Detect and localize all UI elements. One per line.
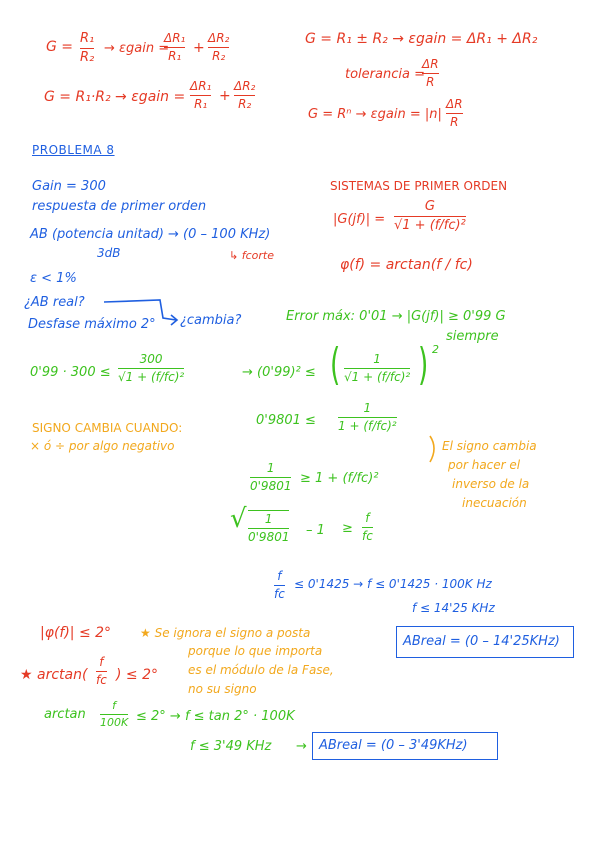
line3-rhs: ≥ 1 + (f/fc)² [300,471,379,486]
phase-note-2: porque lo que importa [188,644,323,658]
denominator: R₂ [238,96,252,111]
arctan2-rhs: ≤ 2° → f ≤ tan 2° · 100K [136,709,295,724]
denominator: √1 + (f/fc)² [394,217,466,233]
inverse-note-1: El signo cambia [442,439,537,453]
inverse-note-4: inecuación [462,496,527,510]
denominator: fc [274,586,285,601]
sqrt-icon: √ [230,504,247,534]
db-label: 3dB [97,246,121,260]
phase-note-4: no su signo [188,682,257,696]
numerator: 300 [139,352,163,366]
denominator: R₂ [212,48,226,63]
line5-rhs: ≤ 0'1425 → f ≤ 0'1425 · 100K Hz [294,577,492,591]
egain-label: → εgain = [104,41,170,56]
line1-square: 2 [432,343,439,356]
numerator: 1 [373,352,381,366]
problem-title: PROBLEMA 8 [32,143,115,157]
open-paren-icon: ( [330,339,341,390]
line4-minus: – 1 [306,523,325,538]
formula-power: G = Rⁿ → εgain = |n| [308,107,442,122]
response-type: respuesta de primer orden [32,199,207,214]
numerator: ΔR₂ [208,31,230,45]
denominator: 0'9801 [250,478,292,493]
fcorte-label: ↳ fcorte [229,249,274,262]
phase-note-3: es el módulo de la Fase, [188,663,334,677]
arctan-lhs: ★ arctan( [20,667,88,683]
abs-phase: |φ(f)| ≤ 2° [40,625,112,641]
first-order-title: SISTEMAS DE PRIMER ORDEN [330,179,508,193]
denominator: fc [362,528,373,543]
phase-max: Desfase máximo 2° [28,317,156,332]
tolerance-label: tolerancia = [345,67,425,82]
plus-sign: + [193,40,205,56]
numerator: ΔR₂ [234,79,256,93]
error-max-line: Error máx: 0'01 → |G(jf)| ≥ 0'99 G [286,309,506,324]
numerator: ΔR [422,57,439,71]
numerator: 1 [266,461,275,475]
arctan-fraction [96,656,107,686]
inverse-note-3: inverso de la [452,477,530,491]
inverse-note-2: por hacer el [448,458,521,472]
siempre-label: siempre [446,329,499,344]
numerator: f [99,655,104,669]
line1-lhs: 0'99 · 300 ≤ [30,365,111,380]
line2-lhs: 0'9801 ≤ [256,413,316,428]
numerator: ΔR [446,97,463,111]
denominator: fc [96,672,107,687]
ab-real-phase-box [312,732,498,760]
numerator: G [424,199,435,214]
denominator: √1 + (f/fc)² [118,369,185,384]
ab-real-phase-result: ABreal = (0 – 3'49KHz) [319,738,468,753]
gain-value: Gain = 300 [32,179,106,194]
numerator: f [112,699,117,712]
denominator: 1 + (f/fc)² [338,418,397,433]
formula-division-lhs: G = [46,39,74,55]
numerator: R₁ [80,31,95,46]
numerator: ΔR₁ [190,79,212,93]
ab-unity-bandwidth: AB (potencia unitad) → (0 – 100 KHz) [30,227,271,242]
denominator: 100K [100,715,129,729]
line4-ge: ≥ [342,521,353,536]
phase-note-1: ★ Se ignora el signo a posta [140,626,311,640]
magnitude-lhs: |G(jf)| = [333,212,386,227]
plus-sign: + [219,88,231,104]
line6-result: f ≤ 14'25 KHz [412,601,495,615]
changes-question: ¿cambia? [180,313,242,328]
result-arrow: → [296,739,307,754]
denominator: R [426,74,435,89]
arctan2-fraction [100,700,128,728]
ab-real-result: ABreal = (0 – 14'25KHz) [403,634,560,649]
denominator: R [450,114,459,129]
epsilon-condition: ε < 1% [30,271,77,286]
phase-result: f ≤ 3'49 KHz [190,739,272,754]
denominator: R₁ [194,96,208,111]
denominator: R₁ [168,48,182,63]
numerator: 1 [264,512,273,526]
denominator: √1 + (f/fc)² [344,369,411,384]
denominator: R₂ [80,49,95,65]
numerator: 1 [363,401,372,415]
line1-mid: → (0'99)² ≤ [242,365,316,380]
ab-real-question: ¿AB real? [24,295,85,310]
arctan-rhs: ) ≤ 2° [116,667,158,683]
numerator: f [365,511,370,525]
numerator: f [277,569,282,583]
phase-formula: φ(f) = arctan(f / fc) [340,257,473,273]
sign-change-title: SIGNO CAMBIA CUANDO: [32,421,183,435]
close-paren-icon: ) [418,339,429,390]
denominator: 0'9801 [248,529,290,544]
formula-sum: G = R₁ ± R₂ → εgain = ΔR₁ + ΔR₂ [305,31,538,47]
numerator: ΔR₁ [164,31,186,45]
sign-change-body: × ó ÷ por algo negativo [30,439,175,453]
formula-product: G = R₁·R₂ → εgain = [44,89,186,105]
arctan2-lhs: arctan [44,707,86,722]
